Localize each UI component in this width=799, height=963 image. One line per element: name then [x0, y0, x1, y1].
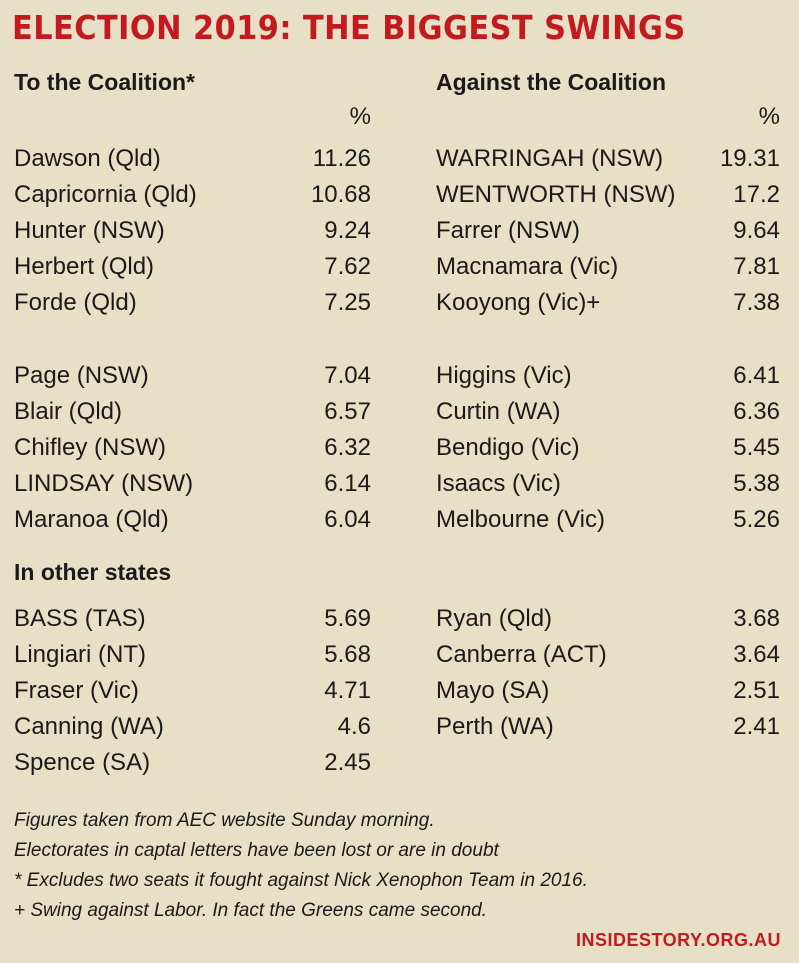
footnote: + Swing against Labor. In fact the Greens came second. [14, 900, 487, 921]
table-row [436, 395, 780, 429]
swing-value: 6.14 [324, 470, 371, 497]
table-row [436, 359, 780, 393]
electorate-name: Bendigo (Vic) [436, 434, 580, 461]
electorate-name: Maranoa (Qld) [14, 506, 169, 533]
table-row [14, 178, 371, 212]
electorate-name: Hunter (NSW) [14, 217, 165, 244]
electorate-name: Higgins (Vic) [436, 362, 572, 389]
table-row [14, 638, 371, 672]
swing-value: 9.24 [324, 217, 371, 244]
electorate-name: Melbourne (Vic) [436, 506, 605, 533]
table-row [14, 674, 371, 708]
swing-value: 7.04 [324, 362, 371, 389]
electorate-name: Curtin (WA) [436, 398, 561, 425]
table-row [14, 746, 371, 780]
page-title: ELECTION 2019: THE BIGGEST SWINGS [12, 8, 686, 47]
swing-value: 6.57 [324, 398, 371, 425]
footnotes [14, 806, 588, 926]
table-row [14, 286, 371, 320]
table-row [436, 638, 780, 672]
swing-value: 9.64 [733, 217, 780, 244]
swing-value: 2.51 [733, 677, 780, 704]
swing-value: 6.32 [324, 434, 371, 461]
table-row [14, 359, 371, 393]
electorate-name: Lingiari (NT) [14, 641, 147, 668]
footnote: Electorates in captal letters have been lost or are in doubt [14, 840, 499, 861]
table-row [14, 214, 371, 248]
table-row [14, 395, 371, 429]
swing-value: 10.68 [310, 181, 371, 208]
electorate-name: Forde (Qld) [14, 289, 137, 316]
swing-value: 3.64 [733, 641, 780, 668]
electorate-name: Mayo (SA) [436, 677, 550, 704]
swing-value: 7.25 [324, 289, 371, 316]
electorate-name: Chifley (NSW) [14, 434, 167, 461]
electorate-name: WARRINGAH (NSW) [436, 145, 664, 172]
swing-value: 5.38 [733, 470, 780, 497]
swing-value: 6.41 [733, 362, 780, 389]
footnote: * Excludes two seats it fought against Nick Xenophon Team in 2016. [14, 870, 588, 891]
electorate-name: WENTWORTH (NSW) [436, 181, 676, 208]
source-credit: INSIDESTORY.ORG.AU [575, 930, 781, 950]
table-row [436, 602, 780, 636]
table-row [14, 142, 371, 176]
swing-value: 5.26 [733, 506, 780, 533]
swing-value: 6.36 [733, 398, 780, 425]
swing-value: 3.68 [733, 605, 780, 632]
electorate-name: Dawson (Qld) [14, 145, 161, 172]
electorate-name: Macnamara (Vic) [436, 253, 619, 280]
electorate-name: Ryan (Qld) [436, 605, 553, 632]
percent-label: % [349, 103, 371, 130]
electorate-name: Farrer (NSW) [436, 217, 580, 244]
table-row [14, 250, 371, 284]
table-row [14, 467, 371, 501]
electorate-name: LINDSAY (NSW) [14, 470, 194, 497]
electorate-name: Canberra (ACT) [436, 641, 607, 668]
electorate-name: Fraser (Vic) [14, 677, 139, 704]
electorate-name: Perth (WA) [436, 713, 554, 740]
swing-value: 5.69 [324, 605, 371, 632]
table-row [14, 503, 371, 537]
swing-value: 7.62 [324, 253, 371, 280]
electorate-name: BASS (TAS) [14, 605, 146, 632]
swing-value: 2.45 [324, 749, 371, 776]
swing-value: 4.71 [324, 677, 371, 704]
table-row [436, 674, 780, 708]
table-row [436, 286, 780, 320]
against-coalition-column [436, 0, 780, 800]
swing-value: 7.81 [733, 253, 780, 280]
electorate-name: Capricornia (Qld) [14, 181, 197, 208]
table-row [436, 467, 780, 501]
swing-value: 5.45 [733, 434, 780, 461]
to-coalition-heading: To the Coalition* [14, 69, 196, 95]
electorate-name: Page (NSW) [14, 362, 149, 389]
swing-value: 2.41 [733, 713, 780, 740]
other-states-heading: In other states [14, 559, 172, 585]
swing-value: 17.2 [733, 181, 780, 208]
table-row [436, 214, 780, 248]
table-row [14, 710, 371, 744]
to-coalition-column [14, 0, 371, 800]
table-row [436, 142, 780, 176]
table-row [436, 710, 780, 744]
percent-label: % [758, 103, 780, 130]
footnote: Figures taken from AEC website Sunday morning. [14, 810, 435, 831]
swing-value: 6.04 [324, 506, 371, 533]
electorate-name: Herbert (Qld) [14, 253, 155, 280]
swing-value: 11.26 [312, 145, 371, 172]
swing-value: 19.31 [719, 145, 780, 172]
table-row [436, 503, 780, 537]
electorate-name: Blair (Qld) [14, 398, 123, 425]
table-row [436, 431, 780, 465]
against-coalition-heading: Against the Coalition [436, 69, 666, 95]
electorate-name: Canning (WA) [14, 713, 164, 740]
electorate-name: Kooyong (Vic)+ [436, 289, 601, 316]
electorate-name: Spence (SA) [14, 749, 151, 776]
table-row [14, 602, 371, 636]
swing-value: 5.68 [324, 641, 371, 668]
table-row [14, 431, 371, 465]
swing-value: 7.38 [733, 289, 780, 316]
swing-value: 4.6 [337, 713, 371, 740]
table-row [436, 250, 780, 284]
electorate-name: Isaacs (Vic) [436, 470, 561, 497]
table-row [436, 178, 780, 212]
